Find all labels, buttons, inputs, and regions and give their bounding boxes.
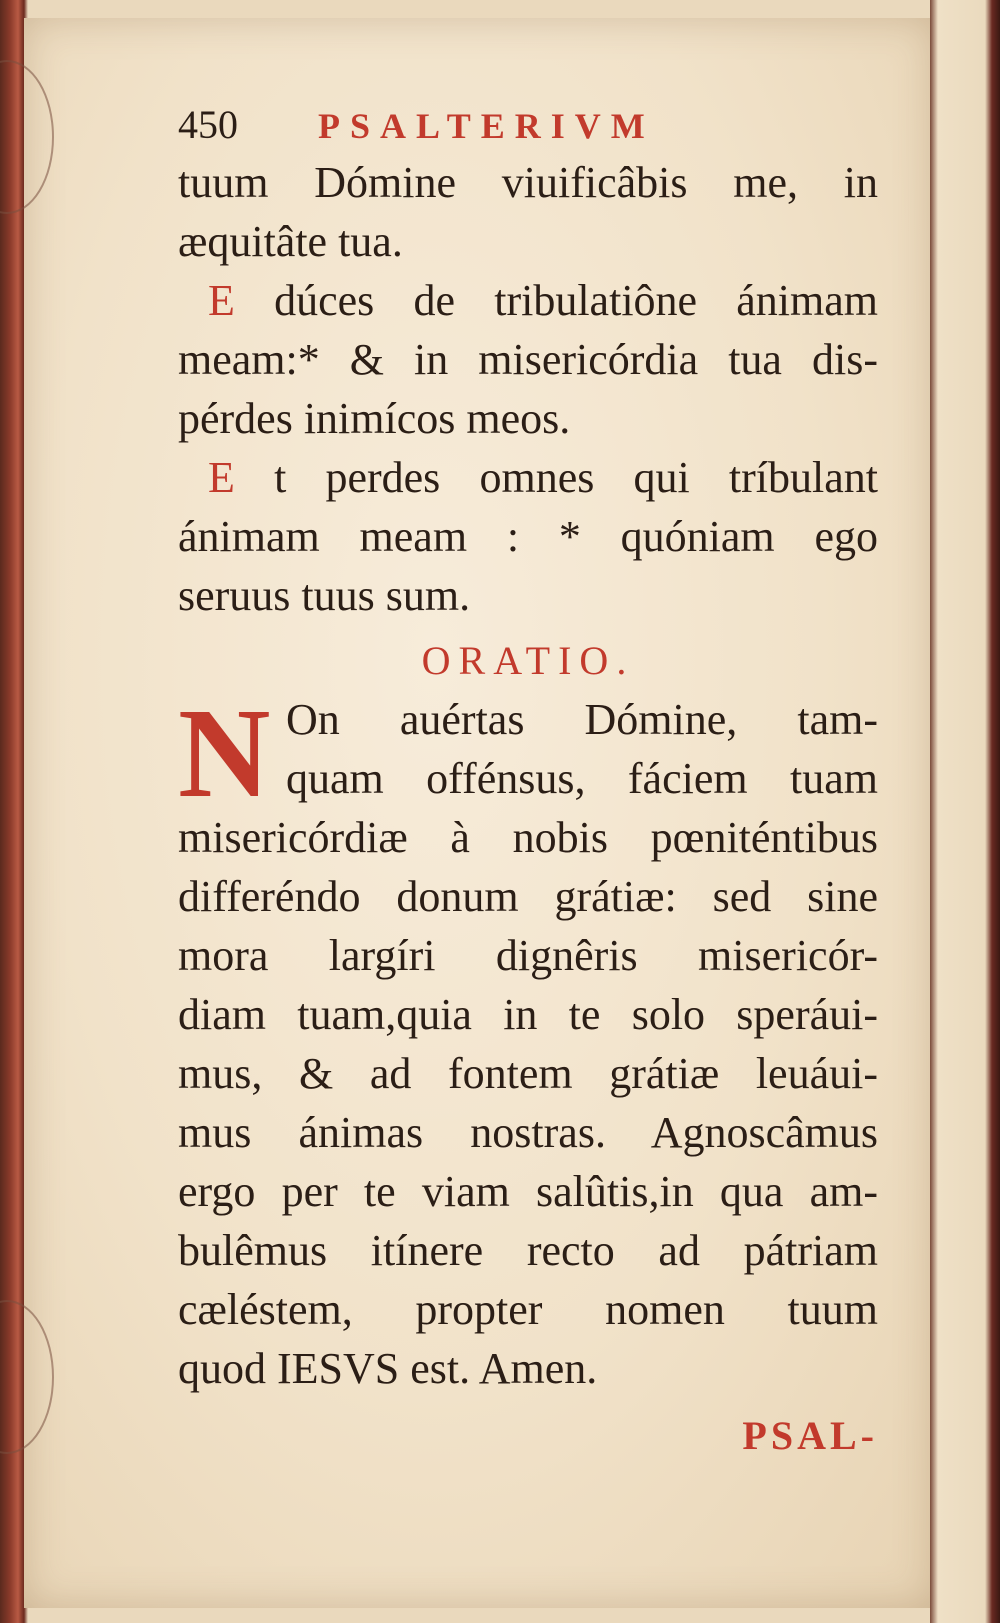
text-line: seruus tuus sum. <box>178 571 471 620</box>
text-line: cæléstem, propter nomen tuum <box>178 1285 878 1334</box>
text-line <box>178 271 878 330</box>
text-line: mora largíri dignêris misericór- <box>178 931 878 980</box>
page-number: 450 <box>178 102 238 147</box>
catchword: PSAL- <box>742 1413 878 1458</box>
oratio-heading: ORATIO. <box>421 638 635 683</box>
verse-initial: E <box>208 276 235 325</box>
text-line <box>178 448 878 507</box>
prayer <box>178 682 878 1398</box>
text-line: On auértas Dómine, tam- <box>286 695 878 744</box>
text-line: tuum Dómine viuificâbis me, in <box>178 158 878 207</box>
text-line: bulêmus itínere recto ad pátriam <box>178 1226 878 1275</box>
text-line: meam:* & in misericórdia tua dis- <box>178 335 878 384</box>
verse <box>178 271 878 448</box>
text-line: ergo per te viam salûtis,in qua am- <box>178 1167 878 1216</box>
text-line: ánimam meam : * quóniam ego <box>178 512 878 561</box>
text-line: quam offénsus, fáciem tuam <box>286 754 878 803</box>
verse <box>178 153 878 271</box>
facing-page-edge <box>930 0 1000 1623</box>
text-segment: t perdes omnes qui tríbulant <box>274 453 878 502</box>
text-line: differéndo donum grátiæ: sed sine <box>178 872 878 921</box>
drop-cap: N <box>178 682 271 824</box>
page-header <box>178 95 878 153</box>
page-text <box>178 95 878 1465</box>
text-segment: dúces de tribulatiône ánimam <box>274 276 879 325</box>
verse-initial: E <box>208 453 235 502</box>
text-line: pérdes inimícos meos. <box>178 394 571 443</box>
text-line: æquitâte tua. <box>178 217 403 266</box>
text-line: mus ánimas nostras. Agnoscâmus <box>178 1108 878 1157</box>
text-line: diam tuam,quia in te solo speráui- <box>178 990 878 1039</box>
verse <box>178 448 878 625</box>
running-title: PSALTERIVM <box>318 106 655 146</box>
text-line: quod IESVS est. Amen. <box>178 1344 598 1393</box>
text-line: misericórdiæ à nobis pœniténtibus <box>178 813 878 862</box>
text-line: mus, & ad fontem grátiæ leuáui- <box>178 1049 878 1098</box>
